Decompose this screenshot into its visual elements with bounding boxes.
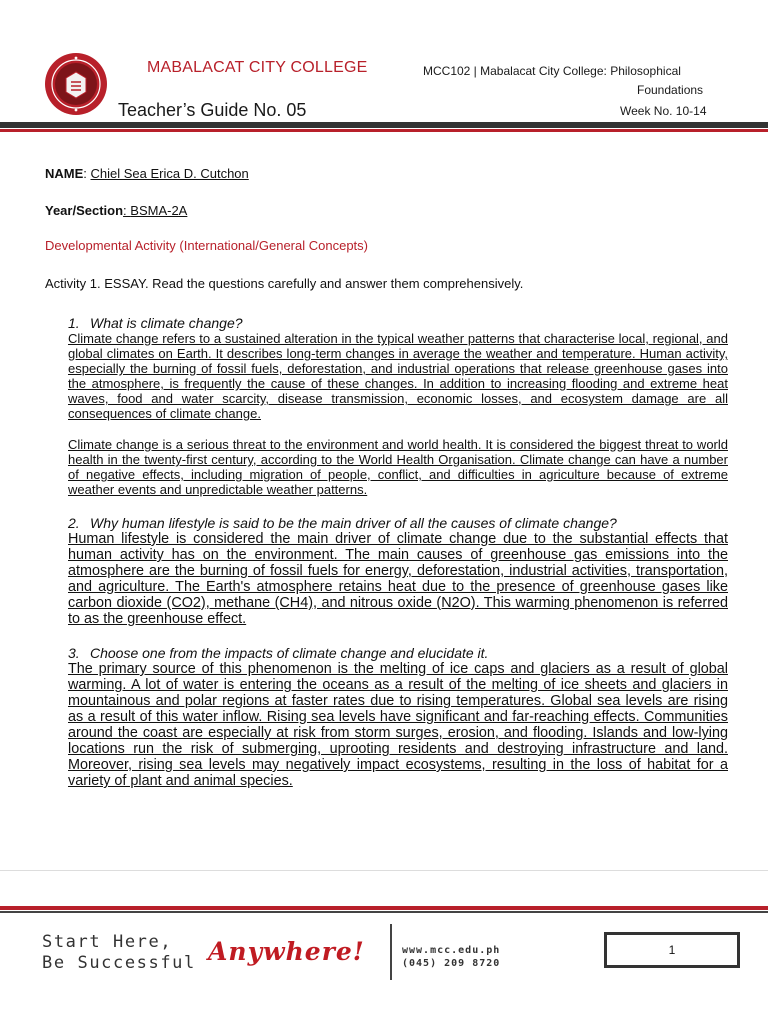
website: www.mcc.edu.ph: [402, 945, 501, 956]
answer-1-paragraph-2: Climate change is a serious threat to the environment and world health. It is considered the biggest threat to world health in the twenty-first century, according to the World Health Organisation. Climate change can have a number of negative effects, including migration of people, conflict, and difficulties in agriculture because of extreme weather events and unpredictable weather patterns.: [68, 437, 728, 497]
slogan-line-1: Start Here,: [42, 932, 173, 952]
question-3: 3. Choose one from the impacts of climate change and elucidate it.: [68, 645, 489, 661]
section-field: Year/Section: BSMA-2A: [45, 203, 188, 218]
name-field: NAME: Chiel Sea Erica D. Cutchon: [45, 166, 249, 181]
footer-contact: [402, 944, 500, 970]
slogan-line-2: Be Successful: [42, 953, 196, 973]
phone-number: (045) 209 8720: [402, 958, 501, 969]
header-divider: [0, 122, 768, 128]
developmental-activity-heading: Developmental Activity (International/General Concepts): [45, 238, 368, 253]
page-number-box: [604, 932, 740, 968]
name-value: Chiel Sea Erica D. Cutchon: [90, 166, 249, 181]
course-line-2: Foundations: [637, 83, 704, 97]
section-label: Year/Section: [45, 203, 124, 218]
slogan-highlight: Anywhere!: [208, 937, 365, 966]
footer-divider: [0, 911, 768, 913]
week-number: Week No. 10-14: [620, 104, 707, 118]
course-line-1: MCC102 | Mabalacat City College: Philosophical: [423, 64, 681, 78]
guide-title: Teacher’s Guide No. 05: [118, 100, 307, 120]
footer-divider-accent: [0, 906, 768, 910]
course-info: [423, 62, 733, 100]
page-number: 1: [668, 943, 676, 957]
essay-content: [68, 315, 728, 789]
footer-separator: [390, 924, 392, 980]
question-2: 2. Why human lifestyle is said to be the main driver of all the causes of climate change?: [68, 515, 617, 531]
answer-2: Human lifestyle is considered the main driver of climate change due to the substantial effects that human activity has on the environment. The main causes of greenhouse gas emissions into the atmosphere are the burning of fossil fuels for energy, deforestation, industrial activities, transportation, and agriculture. The Earth's atmosphere retains heat due to the presence of greenhouse gases like carbon dioxide (CO2), methane (CH4), and nitrous oxide (N2O). This warming phenomenon is referred to as the greenhouse effect.: [68, 531, 728, 627]
section-value: BSMA-2A: [130, 203, 188, 218]
answer-3: The primary source of this phenomenon is the melting of ice caps and glaciers as a result of global warming. A lot of water is entering the oceans as a result of the melting of ice sheets and glaciers in mountainous and polar regions at faster rates due to rising temperatures. Global sea levels are rising as a result of this water inflow. Rising sea levels have significant and far-reaching effects. Communities around the coast are especially at risk from storm surges, erosion, and flooding. Islands and low-lying locations run the risk of submerging, uprooting residents and destroying infrastructure and land. Moreover, rising sea levels may negatively impact ecosystems, resulting in the loss of habitat for a variety of plant and animal species.: [68, 661, 728, 789]
footer-slogan: [42, 932, 196, 974]
college-name: MABALACAT CITY COLLEGE: [147, 59, 368, 76]
header-divider-accent: [0, 129, 768, 132]
college-seal-icon: [44, 52, 108, 116]
name-label: NAME: [45, 166, 84, 181]
activity-instructions: Activity 1. ESSAY. Read the questions carefully and answer them comprehensively.: [45, 276, 524, 291]
footer-rule: [0, 870, 768, 871]
answer-1-paragraph-1: Climate change refers to a sustained alteration in the typical weather patterns that characterise local, regional, and global climates on Earth. It describes long-term changes in average the weather and temperature. Human activity, especially the burning of fossil fuels, deforestation, and industrial operations that release greenhouse gases into the atmosphere, is frequently the cause of these changes. In addition to increasing flooding and extreme heat waves, food and water scarcity, disease transmission, economic losses, and ecosystem damage are all consequences of climate change.: [68, 331, 728, 421]
question-1: 1. What is climate change?: [68, 315, 243, 331]
